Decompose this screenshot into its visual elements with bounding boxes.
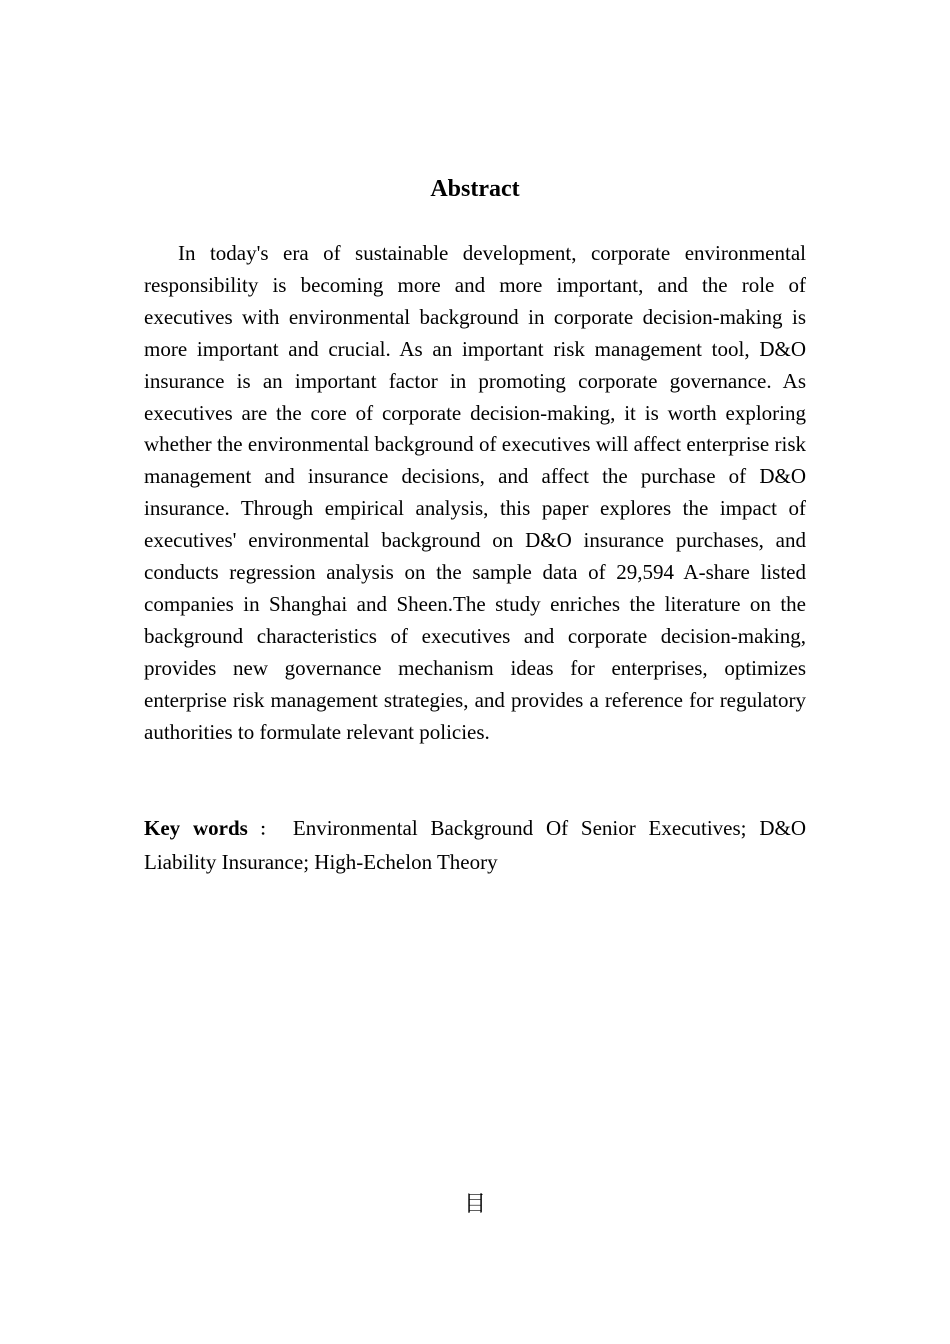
keywords-colon: ：	[251, 822, 283, 839]
abstract-title: Abstract	[430, 176, 520, 202]
keywords-label: Key words	[144, 816, 248, 840]
abstract-body: In today's era of sustainable development, corporate environmental responsibility is becoming more and more important, and the role of executives with environmental background in corporate decision-making is more important and crucial. As an important risk management tool, D&O insurance is an important factor in promoting corporate governance. As executives are the core of corporate decision-making, it is worth exploring whether the environmental background of executives will affect enterprise risk management and insurance decisions, and affect the purchase of D&O insurance. Through empirical analysis, this paper explores the impact of executives' environmental background on D&O insurance purchases, and conducts regression analysis on the sample data of 29,594 A-share listed companies in Shanghai and Sheen.The study enriches the literature on the background characteristics of executives and corporate decision-making, provides new governance mechanism ideas for enterprises, optimizes enterprise risk management strategies, and provides a reference for regulatory authorities to formulate relevant policies.	[144, 241, 806, 744]
keywords-text: Environmental Background Of Senior Executives; D&O Liability Insurance; High-Echelon Theory	[144, 816, 806, 874]
keywords-paragraph	[144, 813, 806, 878]
page-footer-glyph: 目	[463, 1192, 486, 1217]
